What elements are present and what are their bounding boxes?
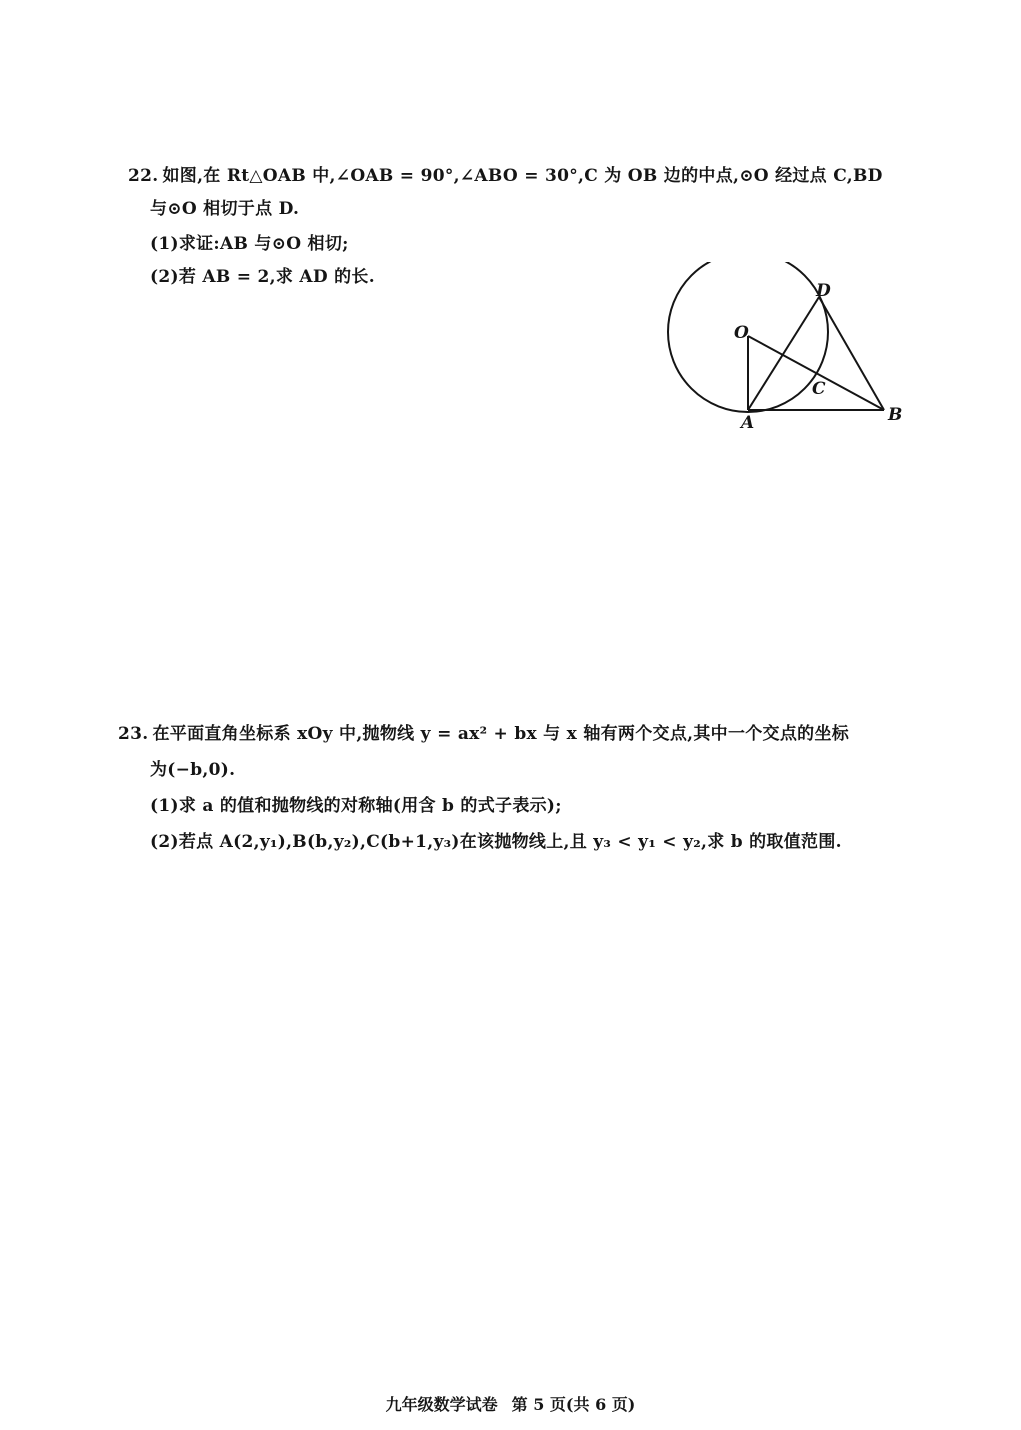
q23-stem-1: 在平面直角坐标系 xOy 中,抛物线 y = ax² + bx 与 x 轴有两个交点,其中一个交点的坐标 xyxy=(152,724,850,744)
label-o: O xyxy=(734,323,749,343)
q22-part1: (1)求证:AB 与⊙O 相切; xyxy=(150,234,349,254)
q22-line1 xyxy=(128,161,883,186)
label-c: C xyxy=(812,379,826,399)
label-a: A xyxy=(741,413,755,433)
q22-geometry-figure xyxy=(660,262,920,442)
footer-page-number: 第 5 页(共 6 页) xyxy=(511,1395,636,1414)
q22-line2: 与⊙O 相切于点 D. xyxy=(150,199,300,219)
page-footer xyxy=(0,1392,1021,1415)
q22-number: 22. xyxy=(128,166,159,186)
label-b: B xyxy=(888,405,903,425)
footer-exam-title: 九年级数学试卷 xyxy=(385,1395,498,1414)
q23-number: 23. xyxy=(118,724,149,744)
label-d: D xyxy=(816,281,831,301)
q23-part2: (2)若点 A(2,y₁),B(b,y₂),C(b+1,y₃)在该抛物线上,且 y₃ < y₁ < y₂,求 b 的取值范围. xyxy=(150,832,842,852)
q22-part2: (2)若 AB = 2,求 AD 的长. xyxy=(150,267,375,287)
q23-line1 xyxy=(118,719,849,744)
q23-line2: 为(−b,0). xyxy=(150,760,236,780)
segment-ad xyxy=(748,297,819,410)
q23-part1: (1)求 a 的值和抛物线的对称轴(用含 b 的式子表示); xyxy=(150,796,562,816)
q22-stem-1: 如图,在 Rt△OAB 中,∠OAB = 90°,∠ABO = 30°,C 为 OB 边的中点,⊙O 经过点 C,BD xyxy=(162,166,883,186)
